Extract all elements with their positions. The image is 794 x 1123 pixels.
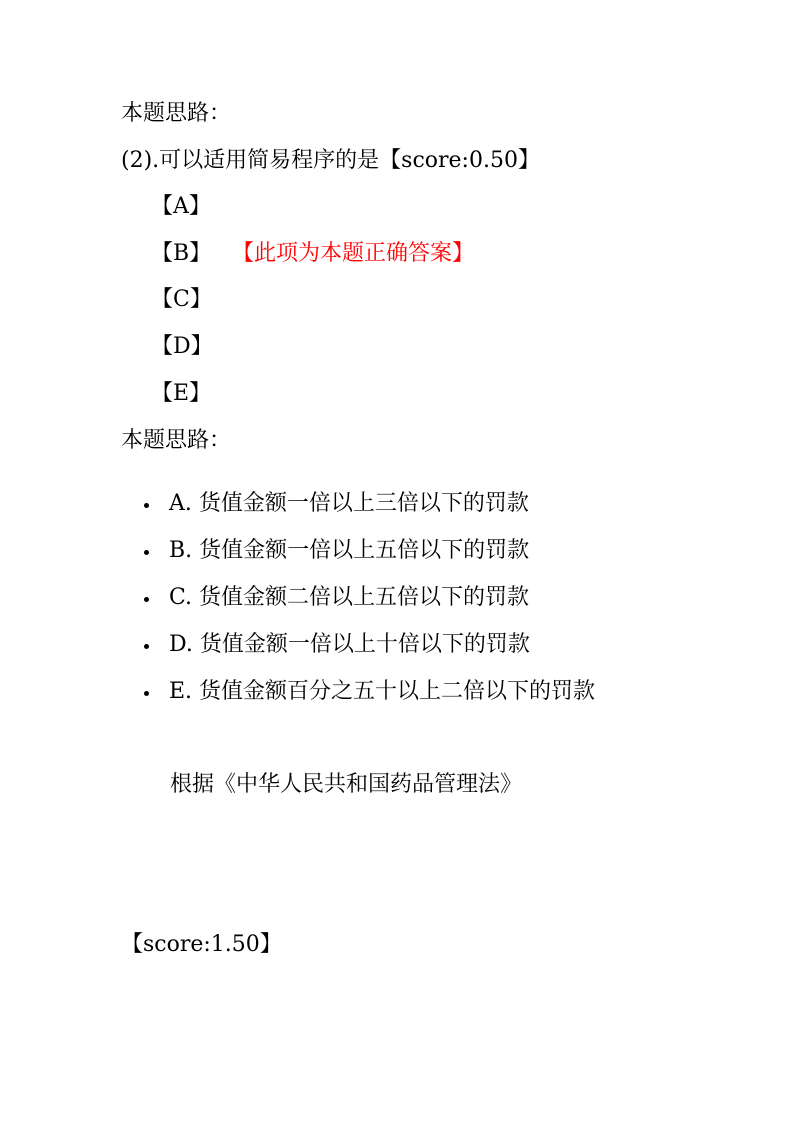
- bullet-icon: [144, 550, 149, 555]
- bullet-icon: [144, 691, 149, 696]
- option-b: 【B】: [151, 241, 212, 266]
- choice-text: B. 货值金额一倍以上五倍以下的罚款: [169, 538, 530, 563]
- score-total: 【score:1.50】: [121, 932, 282, 957]
- legal-basis-text: 根据《中华人民共和国药品管理法》: [170, 772, 523, 797]
- choice-text: D. 货值金额一倍以上十倍以下的罚款: [169, 632, 530, 657]
- choice-text: A. 货值金额一倍以上三倍以下的罚款: [169, 491, 529, 516]
- thinking-label: 本题思路：: [121, 428, 232, 453]
- bullet-icon: [144, 644, 149, 649]
- option-e: 【E】: [151, 381, 212, 406]
- question-text: (2).可以适用简易程序的是【score:0.50】: [121, 148, 540, 173]
- option-c: 【C】: [151, 287, 212, 312]
- bullet-icon: [144, 597, 149, 602]
- option-a: 【A】: [151, 194, 211, 219]
- correct-answer-mark: 【此项为本题正确答案】: [232, 241, 475, 266]
- option-d: 【D】: [151, 334, 213, 359]
- choice-text: C. 货值金额二倍以上五倍以下的罚款: [169, 585, 530, 610]
- thinking-label: 本题思路：: [121, 101, 232, 126]
- choice-text: E. 货值金额百分之五十以上二倍以下的罚款: [169, 679, 596, 704]
- bullet-icon: [144, 503, 149, 508]
